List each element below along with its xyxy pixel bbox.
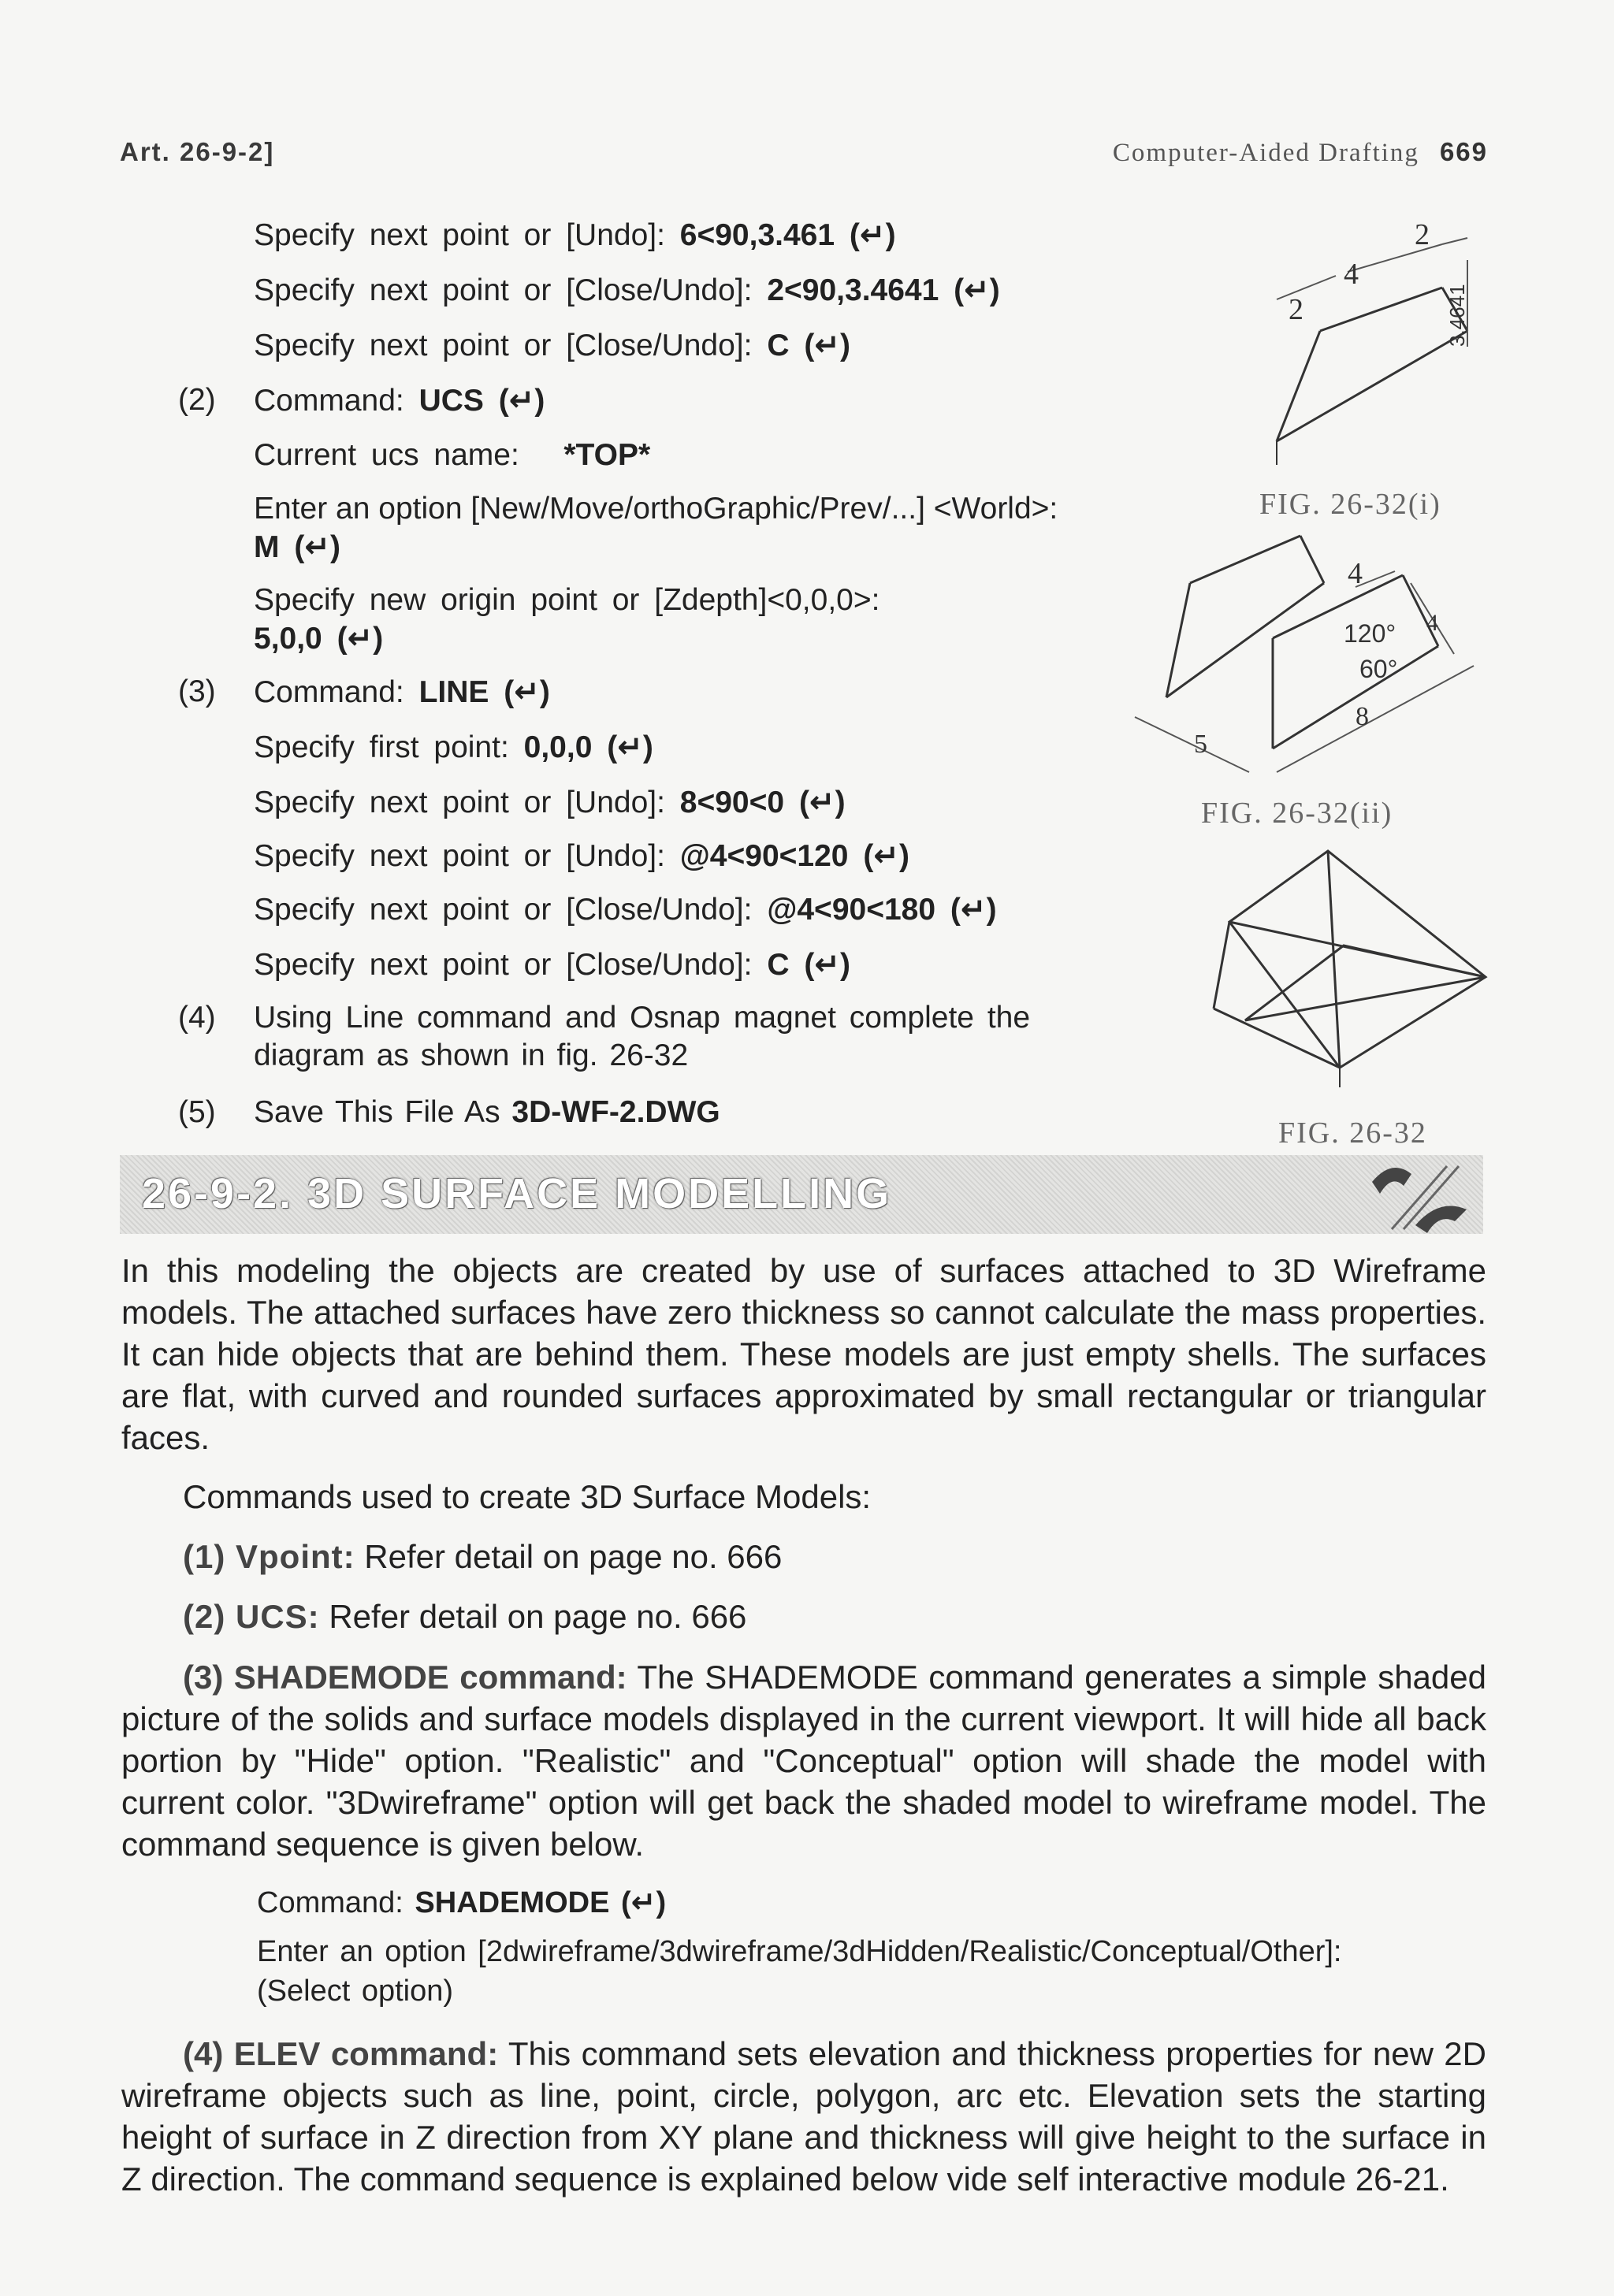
step-number: (5) [178, 1095, 216, 1129]
enter-key-icon: (↵) [849, 218, 896, 252]
enter-key-icon: (↵) [798, 786, 846, 819]
intro-paragraph: In this modeling the objects are created by use of surfaces attached to 3D Wireframe models. The attached surfaces have zero thickness so cannot calculate the mass properties. It can hide objects that are behind them. These models are just empty shells. The surfaces are flat, with curved and rounded surfaces approximated by small rectangular or triangular faces. [121, 1252, 1486, 1456]
banner-ornament-icon [1360, 1150, 1478, 1237]
command-line: Specify next point or [Undo]: @4<90<120 (↵) [254, 839, 910, 873]
page-number: 669 [1439, 137, 1488, 166]
running-header-left: Art. 26-9-2] [120, 137, 275, 166]
figure-26-32-ii [1127, 528, 1489, 796]
fig1-dim-label: 4 [1344, 258, 1359, 291]
section-title: 26-9-2. 3D SURFACE MODELLING [142, 1170, 892, 1217]
figure-caption: FIG. 26-32(ii) [1201, 797, 1393, 830]
figure-caption: FIG. 26-32 [1278, 1116, 1427, 1150]
enter-key-icon: (↵) [954, 273, 1000, 307]
enter-key-icon: (↵) [607, 730, 653, 764]
step-text: diagram as shown in fig. 26-32 [254, 1038, 689, 1072]
enter-key-icon: (↵) [294, 530, 340, 564]
enter-key-icon: (↵) [950, 893, 997, 927]
fig2-dim-label: 4 [1348, 557, 1363, 590]
running-header-right [1113, 137, 1488, 168]
command-line: 5,0,0 (↵) [254, 622, 384, 656]
command-line: Specify next point or [Close/Undo]: 2<90,3.4641 (↵) [254, 273, 1000, 307]
enter-key-icon: (↵) [621, 1886, 667, 1919]
list-item: (2) UCS: Refer detail on page no. 666 [183, 1598, 747, 1635]
step-number: (3) [178, 674, 216, 708]
running-header-title: Computer-Aided Drafting [1112, 139, 1419, 167]
enter-key-icon: (↵) [498, 384, 545, 418]
shademode-paragraph: (3) SHADEMODE command: The SHADEMODE command generates a simple shaded picture of the solids and surface models displayed in the current viewport. It will hide all back portion by "Hide" option. "Realistic" and "Conceptual" option will shade the model with current color. "3Dwireframe" option will get back the shaded model to wireframe model. The command sequence is given below. [121, 1659, 1486, 1863]
command-line: (Select option) [257, 1975, 454, 2008]
list-item: (1) Vpoint: Refer detail on page no. 666 [183, 1538, 783, 1575]
command-line: Specify next point or [Close/Undo]: @4<90<180 (↵) [254, 893, 997, 927]
enter-key-icon: (↵) [504, 675, 550, 709]
figure-26-32 [1206, 843, 1489, 1103]
command-line: Specify next point or [Close/Undo]: C (↵) [254, 948, 850, 982]
commands-intro: Commands used to create 3D Surface Models: [183, 1478, 872, 1515]
figure-caption: FIG. 26-32(i) [1259, 488, 1441, 521]
command-line: Specify next point or [Undo]: 6<90,3.461 (↵) [254, 218, 896, 252]
command-line: Command: UCS (↵) [254, 384, 545, 418]
step-number: (4) [178, 1001, 216, 1035]
fig1-dim-label: 2 [1289, 293, 1303, 326]
elev-paragraph: (4) ELEV command: This command sets elevation and thickness properties for new 2D wireframe objects such as line, point, circle, polygon, arc etc. Elevation sets the starting height of surface in Z direction from XY plane and thickness will give height to the surface in Z direction. The command sequence is explained below vide self interactive module 26-21. [121, 2035, 1486, 2198]
command-line: Specify next point or [Undo]: 8<90<0 (↵) [254, 786, 846, 819]
command-line: Specify next point or [Close/Undo]: C (↵) [254, 329, 850, 362]
fig2-dim-label: 60° [1359, 655, 1398, 683]
enter-key-icon: (↵) [337, 622, 384, 656]
command-line: Command: LINE (↵) [254, 675, 550, 709]
step-text: Save This File As 3D-WF-2.DWG [254, 1095, 720, 1129]
fig1-dim-label: 2 [1415, 218, 1430, 251]
fig2-dim-label: 120° [1344, 619, 1396, 648]
command-line: Current ucs name: *TOP* [254, 438, 651, 472]
fig2-dim-label: 4 [1426, 610, 1438, 636]
fig1-dim-label: 3.4641 [1445, 284, 1469, 347]
enter-key-icon: (↵) [804, 329, 850, 362]
fig2-dim-label: 5 [1194, 730, 1207, 759]
enter-key-icon: (↵) [804, 948, 850, 982]
command-line: Command: SHADEMODE (↵) [257, 1886, 667, 1919]
command-line: Specify new origin point or [Zdepth]<0,0,0>: [254, 583, 880, 617]
step-text: Using Line command and Osnap magnet complete the [254, 1001, 1031, 1035]
enter-key-icon: (↵) [863, 839, 910, 873]
command-line: Enter an option [2dwireframe/3dwireframe/3dHidden/Realistic/Conceptual/Other]: [257, 1935, 1342, 1968]
fig2-dim-label: 8 [1356, 702, 1369, 731]
step-number: (2) [178, 383, 216, 417]
command-line: Specify first point: 0,0,0 (↵) [254, 730, 653, 764]
command-line: M (↵) [254, 530, 340, 564]
command-line: Enter an option [New/Move/orthoGraphic/Prev/...] <World>: [254, 492, 1058, 526]
figure-26-32-i [1245, 213, 1489, 481]
